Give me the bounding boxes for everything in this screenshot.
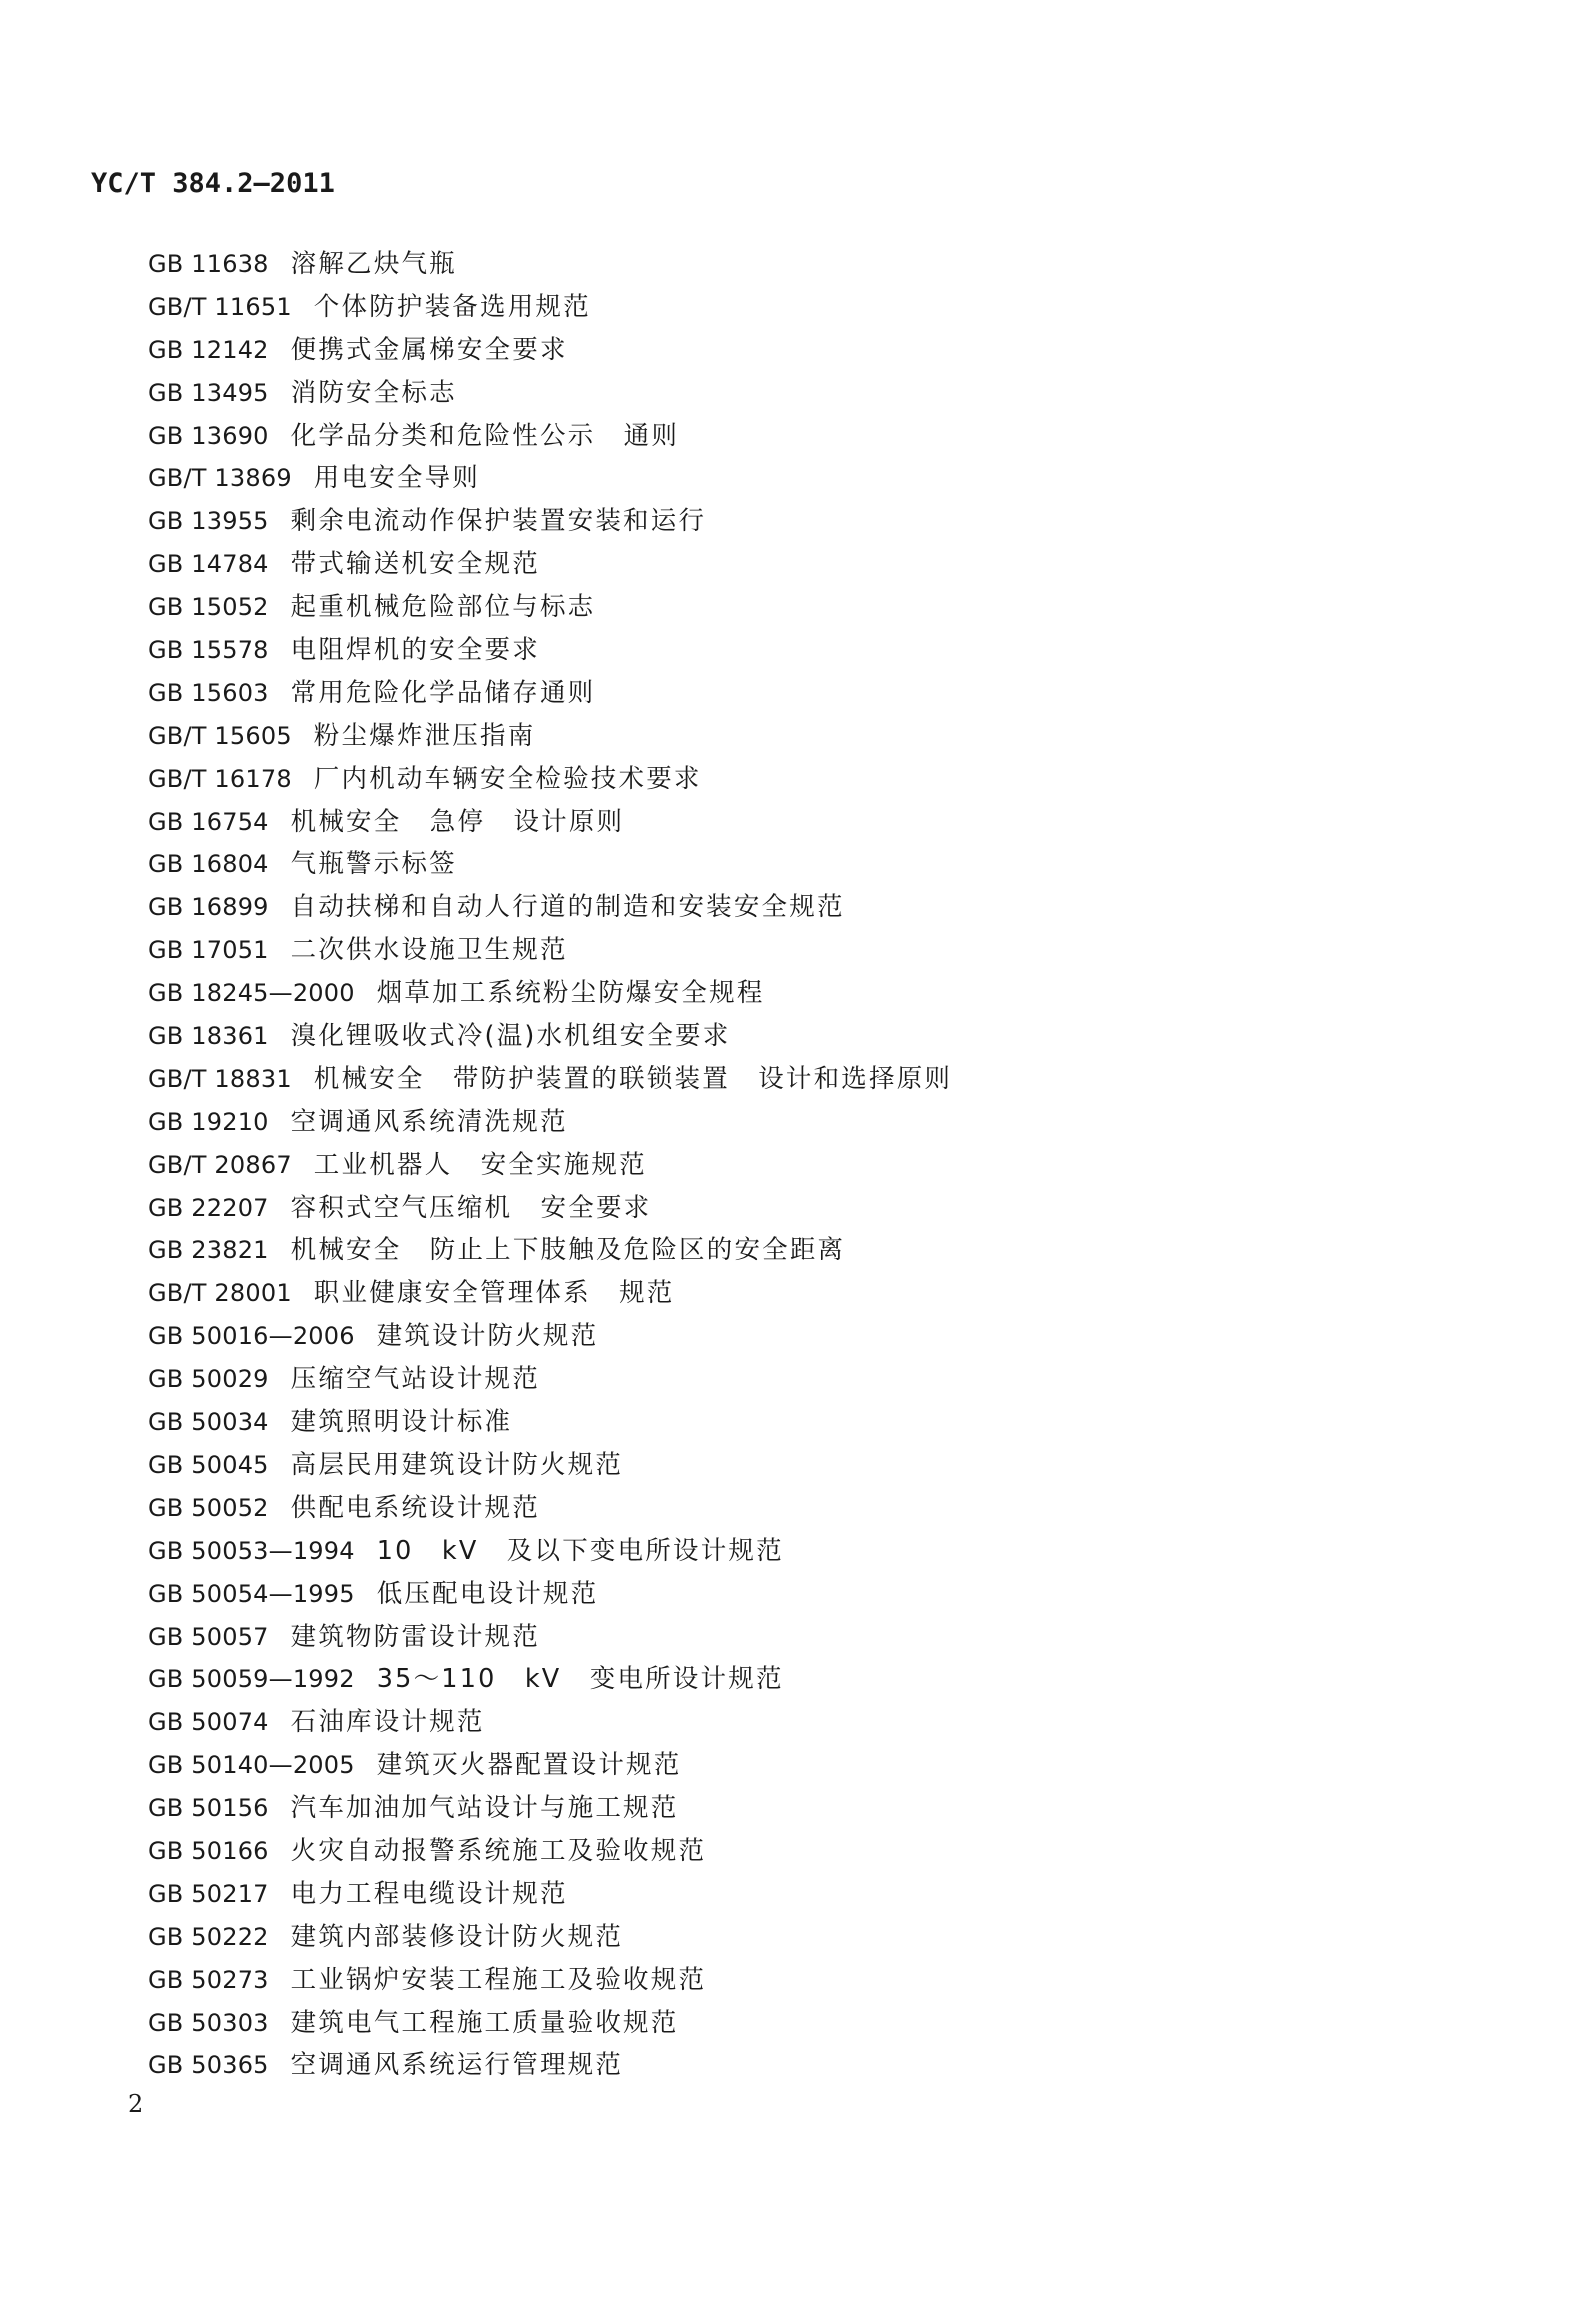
- reference-title: 建筑物防雷设计规范: [290, 1621, 540, 1652]
- reference-item: [148, 1530, 952, 1573]
- reference-code: GB 50016—2006: [148, 1322, 355, 1351]
- reference-item: [148, 1616, 952, 1659]
- reference-code: GB 22207: [148, 1193, 269, 1222]
- reference-item: [148, 586, 952, 629]
- reference-item: [148, 1272, 952, 1315]
- reference-title: 建筑照明设计标准: [290, 1407, 513, 1438]
- reference-title: 机械安全 急停 设计原则: [290, 806, 625, 837]
- reference-code: GB/T 11651: [148, 292, 292, 321]
- reference-item: [148, 1959, 952, 2002]
- reference-item: [148, 1830, 952, 1873]
- reference-code: GB 18361: [148, 1022, 269, 1051]
- reference-title: 容积式空气压缩机 安全要求: [290, 1192, 652, 1223]
- reference-code: GB 14784: [148, 550, 269, 579]
- reference-item: [148, 843, 952, 886]
- reference-item: [148, 715, 952, 758]
- reference-title: 二次供水设施卫生规范: [290, 935, 568, 966]
- reference-item: [148, 1144, 952, 1187]
- reference-title: 便携式金属梯安全要求: [290, 334, 568, 365]
- reference-title: 空调通风系统运行管理规范: [290, 2050, 624, 2081]
- reference-code: GB 13495: [148, 378, 269, 407]
- reference-code: GB 50140—2005: [148, 1751, 355, 1780]
- reference-item: [148, 329, 952, 372]
- reference-title: 化学品分类和危险性公示 通则: [290, 420, 680, 451]
- reference-item: [148, 286, 952, 329]
- reference-item: [148, 1358, 952, 1401]
- reference-code: GB 16804: [148, 850, 269, 879]
- reference-code: GB 50074: [148, 1708, 269, 1737]
- reference-title: 剩余电流动作保护装置安装和运行: [290, 506, 707, 537]
- reference-title: 高层民用建筑设计防火规范: [290, 1449, 624, 1480]
- reference-item: [148, 929, 952, 972]
- reference-code: GB/T 15605: [148, 721, 292, 750]
- reference-title: 自动扶梯和自动人行道的制造和安装安全规范: [290, 892, 845, 923]
- reference-item: [148, 1229, 952, 1272]
- reference-title: 建筑设计防火规范: [376, 1321, 599, 1352]
- reference-code: GB 50052: [148, 1493, 269, 1522]
- reference-item: [148, 2044, 952, 2087]
- reference-item: [148, 1101, 952, 1144]
- reference-title: 电阻焊机的安全要求: [290, 635, 540, 666]
- reference-item: [148, 1315, 952, 1358]
- reference-code: GB 50166: [148, 1836, 269, 1865]
- reference-code: GB 17051: [148, 936, 269, 965]
- reference-item: [148, 1744, 952, 1787]
- reference-item: [148, 972, 952, 1015]
- reference-title: 低压配电设计规范: [376, 1578, 599, 1609]
- reference-item: [148, 1701, 952, 1744]
- reference-code: GB 18245—2000: [148, 979, 355, 1008]
- reference-title: 消防安全标志: [290, 377, 457, 408]
- reference-item: [148, 1873, 952, 1916]
- reference-title: 粉尘爆炸泄压指南: [313, 720, 536, 751]
- reference-code: GB 23821: [148, 1236, 269, 1265]
- reference-code: GB 50029: [148, 1365, 269, 1394]
- reference-code: GB 50217: [148, 1879, 269, 1908]
- reference-title: 烟草加工系统粉尘防爆安全规程: [376, 978, 765, 1009]
- reference-item: [148, 672, 952, 715]
- reference-title: 机械安全 防止上下肢触及危险区的安全距离: [290, 1235, 846, 1266]
- reference-title: 职业健康安全管理体系 规范: [313, 1278, 675, 1309]
- reference-item: [148, 1916, 952, 1959]
- reference-item: [148, 758, 952, 801]
- reference-code: GB 16754: [148, 807, 269, 836]
- reference-item: [148, 1187, 952, 1230]
- reference-code: GB 50034: [148, 1408, 269, 1437]
- reference-code: GB 50222: [148, 1922, 269, 1951]
- reference-code: GB 50053—1994: [148, 1536, 355, 1565]
- reference-title: 机械安全 带防护装置的联锁装置 设计和选择原则: [313, 1063, 953, 1094]
- reference-item: [148, 1401, 952, 1444]
- reference-code: GB 11638: [148, 250, 269, 278]
- reference-item: [148, 801, 952, 844]
- reference-code: GB 50365: [148, 2051, 269, 2080]
- reference-title: 溶解乙炔气瓶: [290, 249, 457, 279]
- reference-title: 空调通风系统清洗规范: [290, 1106, 568, 1137]
- reference-code: GB 50054—1995: [148, 1579, 355, 1608]
- page-number: 2: [128, 2090, 144, 2118]
- reference-code: GB 13955: [148, 507, 269, 536]
- reference-item: [148, 629, 952, 672]
- reference-code: GB/T 20867: [148, 1150, 292, 1179]
- reference-item: [148, 1058, 952, 1101]
- reference-item: [148, 1787, 952, 1830]
- reference-code: GB/T 16178: [148, 764, 292, 793]
- reference-item: [148, 2002, 952, 2045]
- reference-title: 个体防护装备选用规范: [313, 291, 591, 322]
- normative-references-list: [148, 243, 952, 2087]
- reference-item: [148, 372, 952, 415]
- reference-code: GB 15603: [148, 678, 269, 707]
- reference-title: 供配电系统设计规范: [290, 1492, 540, 1523]
- reference-code: GB 19210: [148, 1107, 269, 1136]
- reference-item: [148, 500, 952, 543]
- reference-code: GB 50059—1992: [148, 1665, 355, 1694]
- reference-item: [148, 1573, 952, 1616]
- reference-title: 起重机械危险部位与标志: [290, 592, 596, 623]
- reference-title: 用电安全导则: [313, 463, 480, 494]
- reference-code: GB 50045: [148, 1450, 269, 1479]
- reference-title: 气瓶警示标签: [290, 849, 457, 880]
- standard-number-header: YC/T 384.2—2011: [91, 168, 335, 199]
- reference-title: 溴化锂吸收式冷(温)水机组安全要求: [290, 1021, 731, 1052]
- reference-title: 电力工程电缆设计规范: [290, 1878, 568, 1909]
- reference-code: GB 50273: [148, 1965, 269, 1994]
- reference-code: GB 50156: [148, 1794, 269, 1823]
- reference-item: [148, 457, 952, 500]
- reference-item: [148, 1658, 952, 1701]
- reference-item: [148, 886, 952, 929]
- reference-code: GB 16899: [148, 893, 269, 922]
- reference-code: GB 50057: [148, 1622, 269, 1651]
- reference-title: 建筑内部装修设计防火规范: [290, 1921, 624, 1952]
- reference-title: 工业锅炉安装工程施工及验收规范: [290, 1964, 707, 1995]
- reference-code: GB 15052: [148, 593, 269, 622]
- reference-code: GB 50303: [148, 2008, 269, 2037]
- reference-title: 建筑电气工程施工质量验收规范: [290, 2007, 679, 2038]
- reference-code: GB/T 28001: [148, 1279, 292, 1308]
- reference-title: 带式输送机安全规范: [290, 549, 540, 580]
- reference-code: GB 13690: [148, 421, 269, 450]
- reference-title: 压缩空气站设计规范: [290, 1364, 540, 1395]
- reference-item: [148, 1444, 952, 1487]
- reference-title: 厂内机动车辆安全检验技术要求: [313, 763, 702, 794]
- reference-item: [148, 543, 952, 586]
- reference-item: [148, 243, 952, 286]
- reference-code: GB 12142: [148, 335, 269, 364]
- reference-title: 石油库设计规范: [290, 1707, 485, 1738]
- reference-title: 火灾自动报警系统施工及验收规范: [290, 1835, 707, 1866]
- reference-title: 工业机器人 安全实施规范: [313, 1149, 647, 1180]
- reference-item: [148, 415, 952, 458]
- reference-code: GB/T 13869: [148, 464, 292, 493]
- reference-code: GB/T 18831: [148, 1064, 292, 1093]
- reference-item: [148, 1015, 952, 1058]
- reference-code: GB 15578: [148, 636, 269, 665]
- reference-title: 汽车加油加气站设计与施工规范: [290, 1793, 679, 1824]
- reference-title: 常用危险化学品储存通则: [290, 677, 596, 708]
- reference-title: 35～110 kV 变电所设计规范: [376, 1664, 784, 1695]
- reference-title: 建筑灭火器配置设计规范: [376, 1750, 682, 1781]
- reference-item: [148, 1487, 952, 1530]
- reference-title: 10 kV 及以下变电所设计规范: [376, 1535, 784, 1566]
